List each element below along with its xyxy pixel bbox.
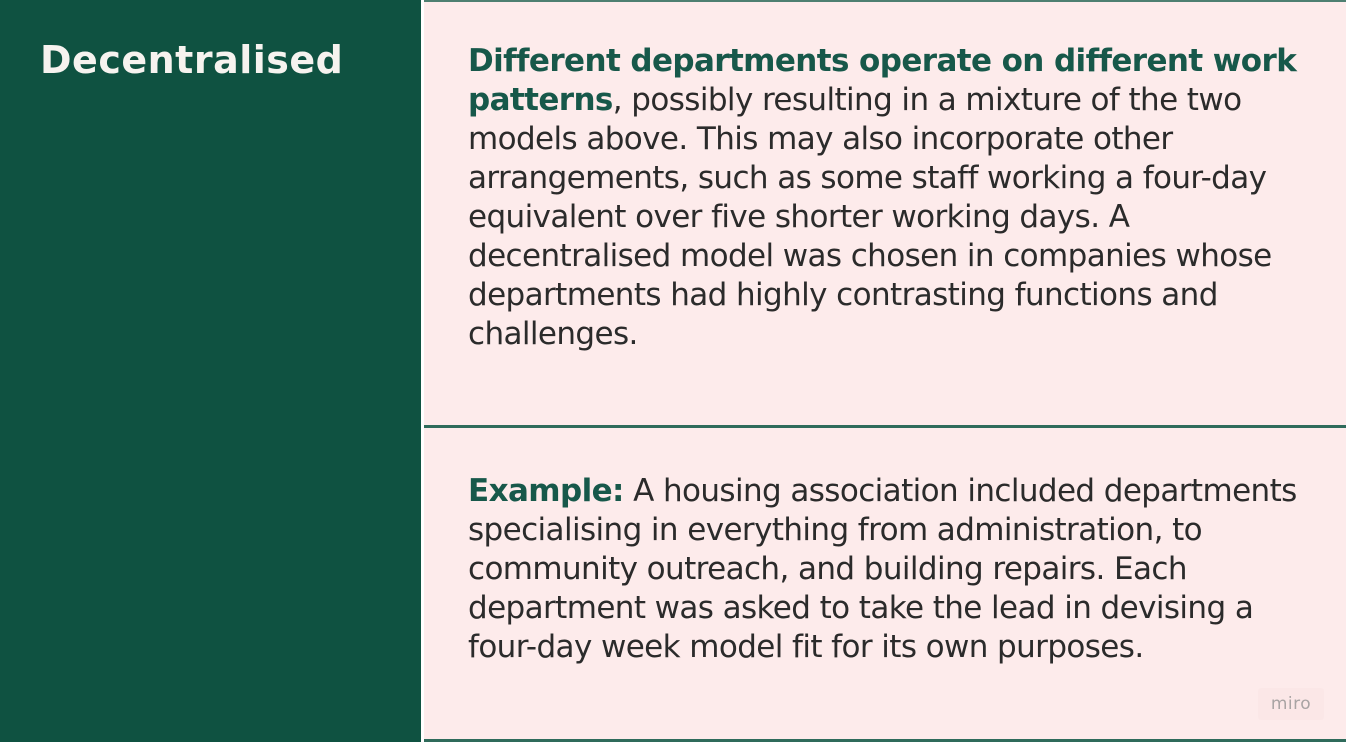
example-label: Example: xyxy=(468,473,624,509)
example-paragraph xyxy=(468,472,1306,667)
category-title: Decentralised xyxy=(40,38,344,82)
category-column xyxy=(0,0,424,742)
example-body: A housing association included departments specialising in everything from administration, to community outreach, and building repairs. Each department was asked to take the lead in devising a four-day week model fit for its own purposes. xyxy=(468,473,1297,665)
description-body: , possibly resulting in a mixture of the two models above. This may also incorporate other arrangements, such as some staff working a four-day equivalent over five shorter working days. A decentralised model was chosen in companies whose departments had highly contrasting functions and challenges. xyxy=(468,82,1272,352)
description-column xyxy=(424,0,1346,742)
description-paragraph xyxy=(468,42,1306,354)
description-highlight: Different departments operate on different work patterns xyxy=(468,43,1297,118)
description-cell xyxy=(424,0,1346,428)
miro-watermark[interactable]: miro xyxy=(1258,688,1324,720)
example-cell xyxy=(424,428,1346,742)
